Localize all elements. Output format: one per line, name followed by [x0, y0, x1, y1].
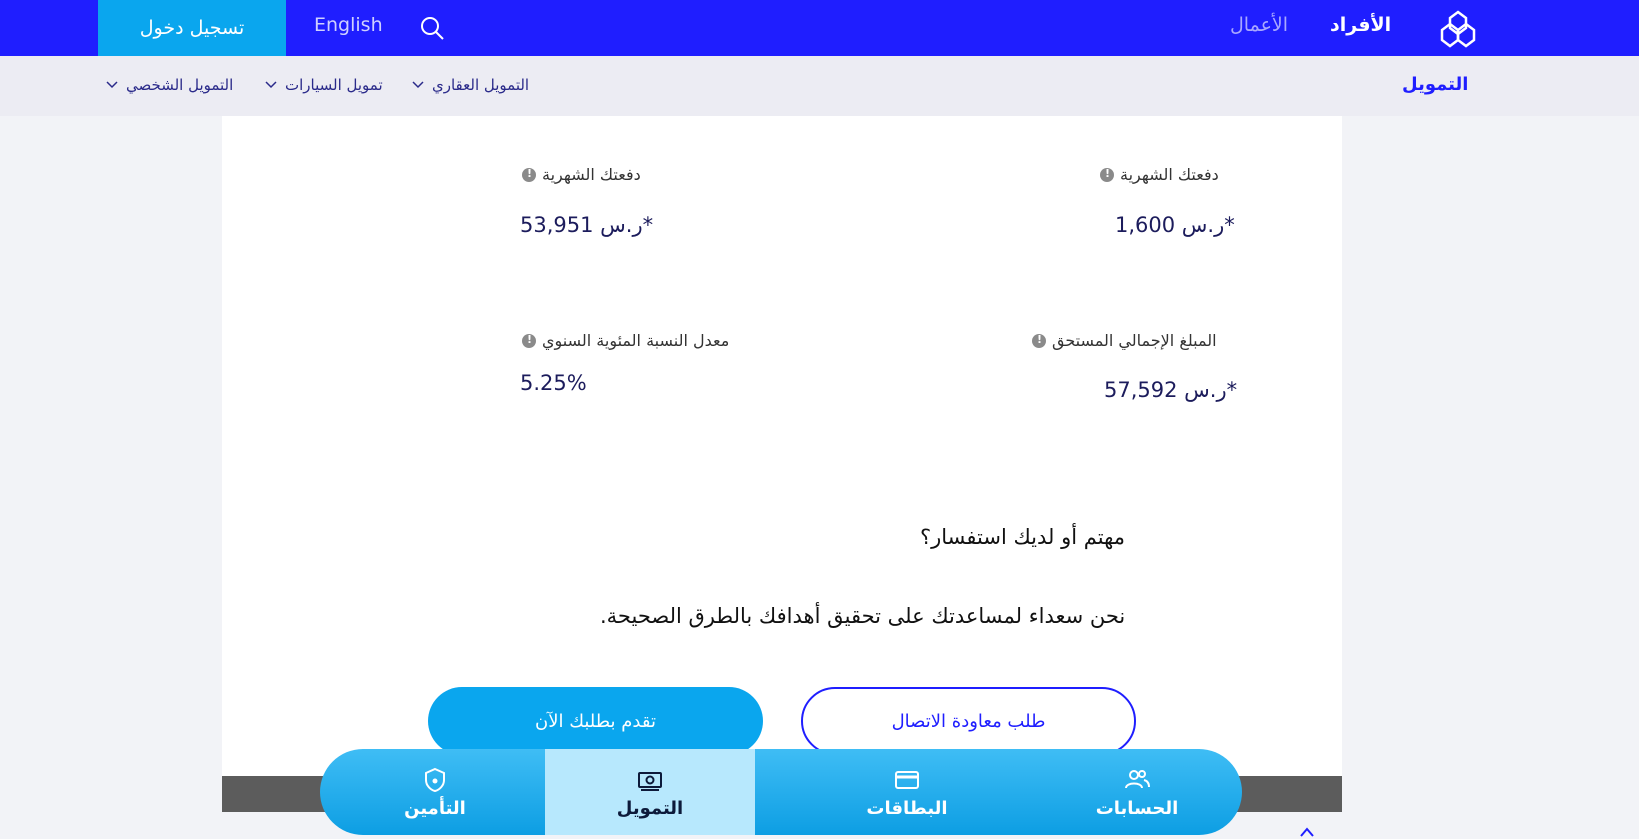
bottom-nav-accounts[interactable]: [1032, 749, 1242, 835]
top-header: [0, 0, 1639, 56]
monthly-payment-value-secondary: ر.س 53,951*: [520, 213, 654, 237]
bottom-nav-label: الحسابات: [1095, 797, 1179, 819]
bottom-nav-label: التأمين: [404, 797, 466, 819]
users-icon: [1123, 766, 1151, 794]
label-text: دفعتك الشهرية: [542, 165, 641, 184]
chevron-down-icon: [412, 81, 424, 89]
shield-icon: [421, 766, 449, 794]
credit-card-icon: [893, 766, 921, 794]
monthly-payment-label: [1100, 165, 1219, 184]
subnav-label: التمويل الشخصي: [126, 76, 234, 94]
language-switch[interactable]: English: [314, 14, 383, 36]
label-text: المبلغ الإجمالي المستحق: [1052, 331, 1217, 350]
subnav-real-estate[interactable]: [412, 76, 529, 94]
apr-label: [522, 331, 729, 350]
search-icon[interactable]: [418, 14, 446, 42]
login-button[interactable]: تسجيل دخول: [98, 0, 286, 56]
subnav-label: التمويل العقاري: [432, 76, 530, 94]
bottom-nav-insurance[interactable]: [330, 749, 540, 835]
money-icon: [636, 766, 664, 794]
subnav-car-financing[interactable]: [265, 76, 383, 94]
subnav-personal-financing[interactable]: [106, 76, 233, 94]
sub-navigation: [0, 56, 1639, 116]
label-text: دفعتك الشهرية: [1120, 165, 1219, 184]
info-icon[interactable]: [1032, 334, 1046, 348]
inquiry-title: مهتم أو لديك استفسار؟: [920, 525, 1126, 549]
nav-business[interactable]: الأعمال: [1230, 14, 1289, 36]
bottom-nav-label: البطاقات: [866, 797, 948, 819]
monthly-payment-value: ر.س 1,600*: [1115, 213, 1235, 237]
total-amount-value: ر.س 57,592*: [1104, 378, 1238, 402]
chevron-down-icon: [106, 81, 118, 89]
chevron-up-icon[interactable]: [1300, 826, 1314, 838]
info-icon[interactable]: [522, 168, 536, 182]
label-text: معدل النسبة المئوية السنوي: [542, 331, 730, 350]
chevron-down-icon: [265, 81, 277, 89]
request-callback-button[interactable]: طلب معاودة الاتصال: [801, 687, 1136, 755]
bottom-nav-cards[interactable]: [802, 749, 1012, 835]
nav-individuals[interactable]: الأفراد: [1330, 14, 1392, 36]
bottom-nav-label: التمويل: [616, 797, 684, 819]
section-title[interactable]: التمويل: [1402, 74, 1469, 95]
inquiry-text: نحن سعداء لمساعدتك على تحقيق أهدافك بالطرق الصحيحة.: [600, 604, 1126, 628]
bottom-nav-financing[interactable]: [545, 749, 755, 835]
info-icon[interactable]: [1100, 168, 1114, 182]
apr-value: 5.25%: [520, 371, 587, 395]
info-icon[interactable]: [522, 334, 536, 348]
total-amount-label: [1032, 331, 1217, 350]
monthly-payment-label-secondary: [522, 165, 641, 184]
bank-logo-icon[interactable]: [1436, 6, 1480, 50]
subnav-label: تمويل السيارات: [285, 76, 383, 94]
apply-now-button[interactable]: تقدم بطلبك الآن: [428, 687, 763, 755]
bottom-navigation: [320, 749, 1242, 835]
